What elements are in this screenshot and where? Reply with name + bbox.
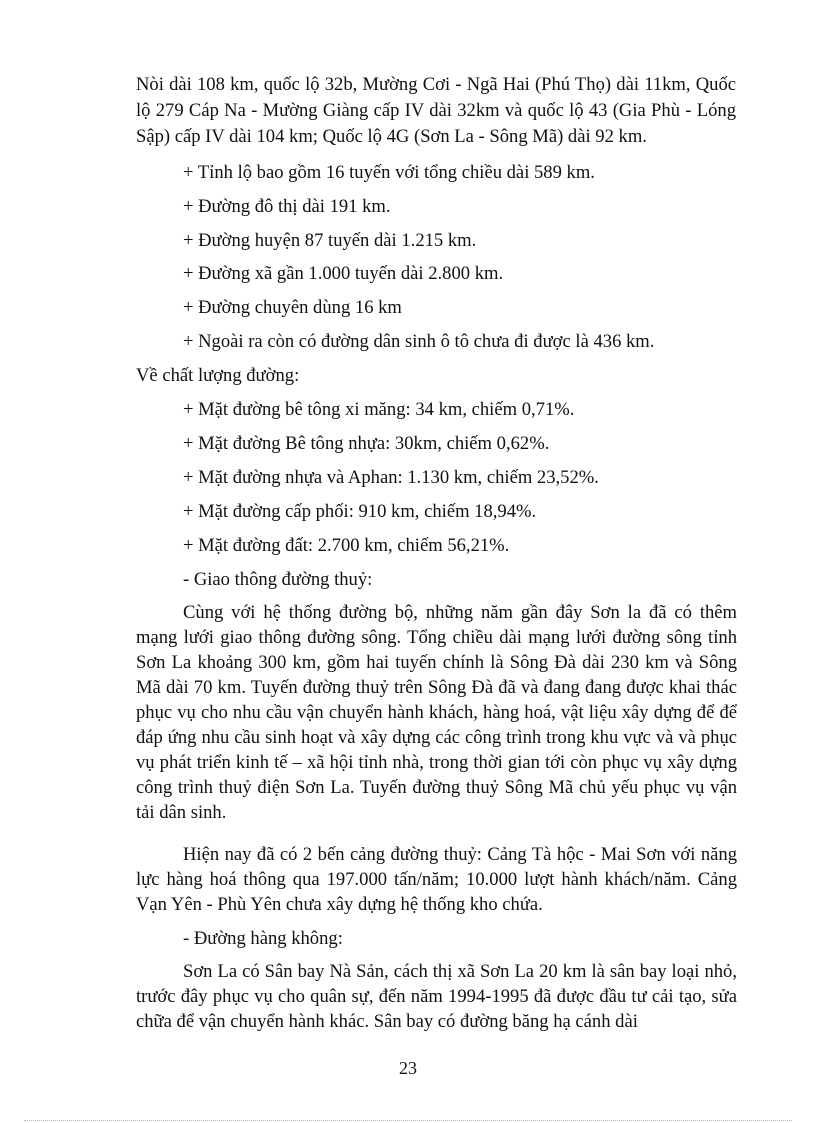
quality-item: + Mặt đường bê tông xi măng: 34 km, chiếm 0,71%. [183,399,575,420]
road-item: + Đường đô thị dài 191 km. [183,196,391,217]
intro-paragraph: Nòi dài 108 km, quốc lộ 32b, Mường Cơi - Ngã Hai (Phú Thọ) dài 11km, Quốc lộ 279 Cáp Na - Mường Giàng cấp IV dài 32km và quốc lộ 43 (Gia Phù - Lóng Sập) cấp IV dài 104 km; Quốc lộ 4G (Sơn La - Sông Mã) dài 92 km. [136,74,736,147]
road-item: + Đường chuyên dùng 16 km [183,297,402,318]
quality-item: + Mặt đường cấp phối: 910 km, chiếm 18,94%. [183,501,537,522]
quality-heading: Về chất lượng đường: [136,365,300,386]
quality-item: + Mặt đường nhựa và Aphan: 1.130 km, chiếm 23,52%. [183,467,599,488]
road-item: + Đường huyện 87 tuyến dài 1.215 km. [183,230,477,251]
waterway-heading: - Giao thông đường thuỷ: [183,569,373,590]
waterway-ports-paragraph: Hiện nay đã có 2 bến cảng đường thuỷ: Cảng Tà hộc - Mai Sơn với năng lực hàng hoá thông qua 197.000 tấn/năm; 10.000 lượt hành khách/năm. Cảng Vạn Yên - Phù Yên chưa xây dựng hệ thống kho chứa. [136,844,737,915]
airway-heading: - Đường hàng không: [183,928,343,949]
road-item: + Đường xã gần 1.000 tuyến dài 2.800 km. [183,263,504,284]
quality-item: + Mặt đường đất: 2.700 km, chiếm 56,21%. [183,535,510,556]
waterway-paragraph: Cùng với hệ thống đường bộ, những năm gần đây Sơn la đã có thêm mạng lưới giao thông đường sông. Tổng chiều dài mạng lưới đường sông tỉnh Sơn La khoảng 300 km, gồm hai tuyến chính là Sông Đà dài 230 km và Sông Mã dài 70 km. Tuyến đường thuỷ trên Sông Đà đã và đang đang được khai thác phục vụ cho nhu cầu vận chuyển hành khách, hàng hoá, vật liệu xây dựng để để đáp ứng nhu cầu sinh hoạt và xây dựng các công trình trong khu vực và và phục vụ phát triển kinh tế – xã hội tỉnh nhà, trong thời gian tới còn phục vụ xây dựng công trình thuỷ điện Sơn La. Tuyến đường thuỷ Sông Mã chủ yếu phục vụ vận tải dân sinh. [136,602,737,823]
road-item: + Tỉnh lộ bao gồm 16 tuyến với tổng chiều dài 589 km. [183,162,595,183]
airway-paragraph: Sơn La có Sân bay Nà Sản, cách thị xã Sơn La 20 km là sân bay loại nhỏ, trước đây phục vụ cho quân sự, đến năm 1994-1995 đã được đầu tư cải tạo, sửa chữa để vận chuyển hành khác. Sân bay có đường băng hạ cánh dài [136,961,737,1032]
quality-item: + Mặt đường Bê tông nhựa: 30km, chiếm 0,62%. [183,433,550,454]
page-number: 23 [399,1058,417,1078]
road-item: + Ngoài ra còn có đường dân sinh ô tô chưa đi được là 436 km. [183,331,655,352]
footer-divider [24,1120,792,1121]
